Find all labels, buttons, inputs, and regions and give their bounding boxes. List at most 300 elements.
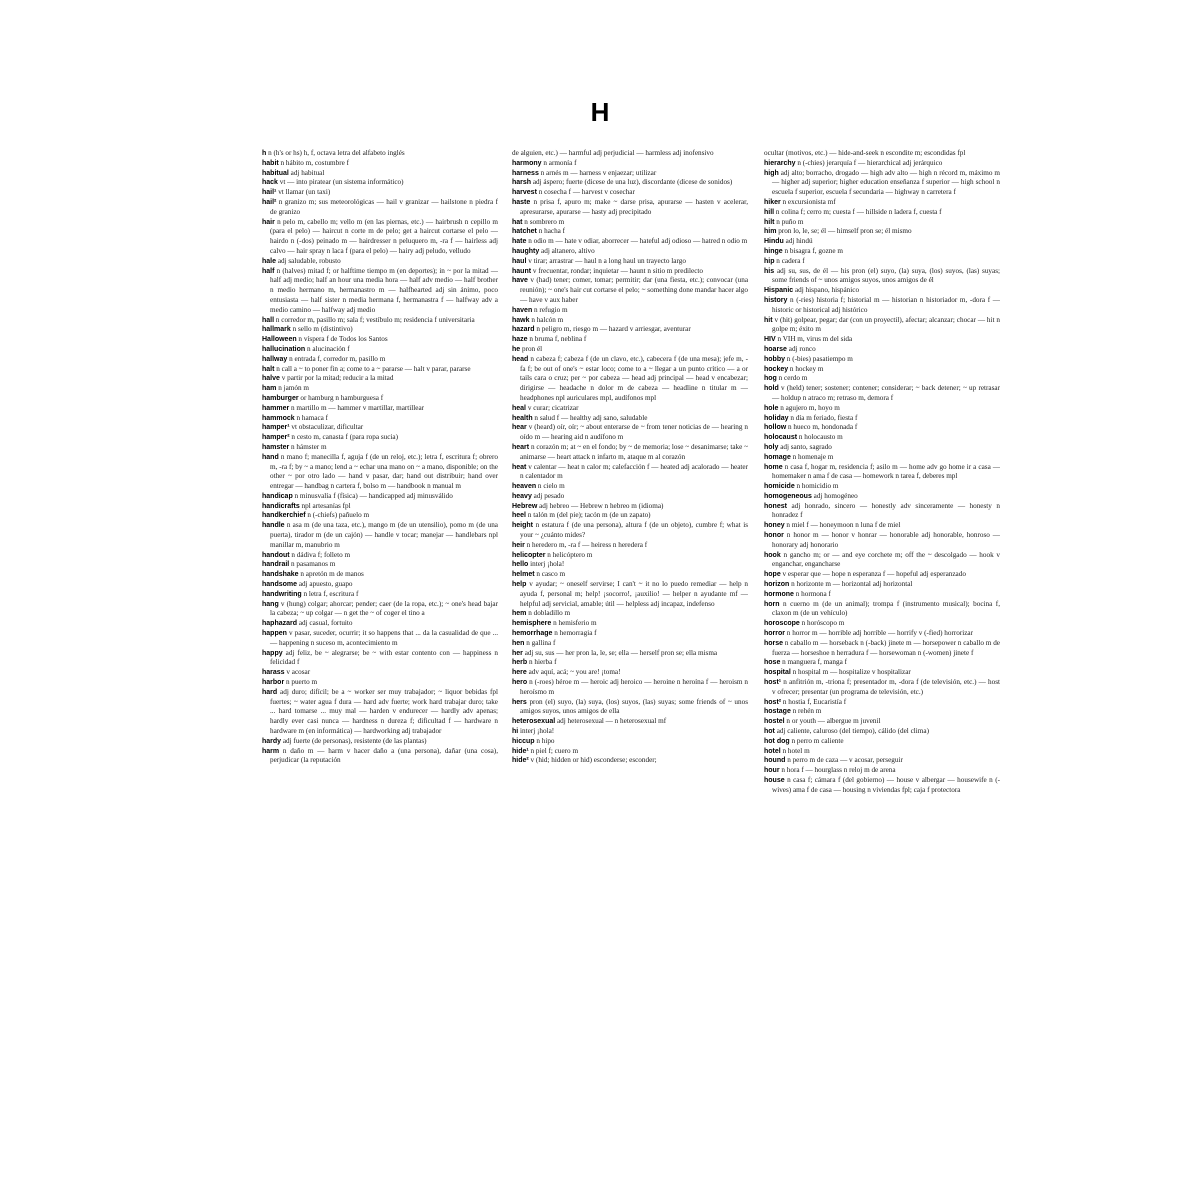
entry-definition: n cielo m — [537, 482, 565, 491]
entry-headword: hide¹ — [512, 747, 529, 755]
entry-definition: v ayudar; ~ oneself servirse; I can't ~ it no lo puedo remediar — help n ayuda f, personal m; help! ¡socorro!, ¡auxilio! — helper n ayudante mf — helpful adj servicial, amable; útil — helpless adj incapaz, indefenso — [520, 580, 748, 608]
entry-headword: handkerchief — [262, 512, 306, 520]
entry-definition: n helicóptero m — [547, 550, 593, 559]
entry-headword: hallway — [262, 355, 288, 363]
dictionary-entry — [764, 169, 1000, 198]
entry-headword: HIV — [764, 336, 776, 344]
entry-definition: n jamón m — [278, 384, 309, 393]
entry-definition: adj pesado — [533, 491, 565, 500]
entry-headword: happy — [262, 649, 283, 657]
dictionary-entry — [512, 178, 748, 188]
entry-definition: n call a ~ to poner fin a; come to a ~ pararse — halt v parar, pararse — [276, 364, 471, 373]
dictionary-entry — [512, 727, 748, 737]
entry-definition: n casa f; cámara f (del gobierno) — house v albergar — housewife n (-wives) ama f de casa — housing n viviendas fpl; caja f protectora — [772, 776, 1000, 794]
entry-definition: n alucinación f — [306, 344, 350, 353]
entry-definition: n casa f, hogar m, residencia f; asilo m — home adv go home ir a casa — homemaker n ama f de casa — homework n tarea f, deberes mpl — [772, 462, 1000, 481]
entry-definition: v (held) tener; sostener; contener; considerar; ~ back detener; ~ up retrasar — holdup n atraco m; retraso m, demora f — [772, 384, 1000, 402]
dictionary-entry — [512, 521, 748, 541]
dictionary-entry — [512, 276, 748, 305]
entry-definition: n hamaca f — [296, 413, 329, 422]
entry-definition: adj ronco — [788, 344, 816, 353]
entry-headword: hobby — [764, 355, 785, 363]
entry-headword: hail¹ — [262, 189, 277, 197]
dictionary-entry — [262, 169, 498, 179]
entry-headword: halt — [262, 365, 275, 373]
entry-definition: n minusvalía f (física) — handicapped adj minusválido — [294, 491, 453, 500]
entry-headword: hole — [764, 404, 779, 412]
dictionary-entry — [764, 776, 1000, 796]
entry-definition: n halcón m — [531, 315, 564, 324]
entry-definition: n cerdo m — [778, 374, 808, 383]
entry-headword: Hebrew — [512, 502, 538, 510]
entry-definition: n VIH m, virus m del sida — [777, 335, 853, 344]
entry-definition: n or youth — albergue m juvenil — [786, 717, 881, 726]
entry-definition: adj santo, sagrado — [780, 442, 832, 451]
dictionary-entry — [262, 492, 498, 502]
entry-definition: n cosecha f — harvest v cosechar — [538, 188, 635, 197]
entry-headword: hope — [764, 571, 781, 579]
entry-headword: hear — [512, 424, 527, 432]
entry-headword: halve — [262, 375, 280, 383]
entry-headword: hair — [262, 218, 275, 226]
dictionary-entry — [764, 678, 1000, 698]
dictionary-entry — [262, 502, 498, 512]
dictionary-entry — [764, 570, 1000, 580]
dictionary-entry — [764, 316, 1000, 336]
entry-definition: pron lo, le, se; él — himself pron se; él mismo — [778, 227, 912, 236]
entry-headword: horse — [764, 639, 784, 647]
dictionary-entry — [764, 590, 1000, 600]
entry-headword: hamper² — [262, 434, 290, 442]
entry-definition: v partir por la mitad; reducir a la mitad — [281, 374, 394, 383]
entry-definition: n martillo m — hammer v martillar, martillear — [291, 403, 425, 412]
entry-headword: heal — [512, 404, 527, 412]
entry-headword: hate — [512, 238, 527, 246]
dictionary-entry — [764, 355, 1000, 365]
dictionary-entry — [512, 482, 748, 492]
dictionary-entry — [764, 267, 1000, 287]
entry-headword: hawk — [512, 316, 530, 324]
entry-definition: n prisa f, apuro m; make ~ darse prisa, apurarse — hasten v acelerar, apresurarse, apurarse — hasty adj precipitado — [520, 197, 748, 216]
entry-headword: hang — [262, 600, 279, 608]
entry-headword: hostage — [764, 708, 791, 716]
dictionary-entry — [764, 482, 1000, 492]
entry-headword: habitual — [262, 169, 289, 177]
entry-headword: hat — [512, 218, 523, 226]
entry-headword: hamburger — [262, 394, 299, 402]
dictionary-entry — [512, 619, 748, 629]
dictionary-entry — [764, 737, 1000, 747]
entry-headword: Hindu — [764, 238, 784, 246]
entry-headword: heaven — [512, 483, 537, 491]
dictionary-entry — [262, 316, 498, 326]
dictionary-entry — [512, 560, 748, 570]
dictionary-entry — [512, 747, 748, 757]
entry-headword: handicrafts — [262, 502, 300, 510]
entry-headword: handwriting — [262, 590, 302, 598]
dictionary-entry — [764, 218, 1000, 228]
dictionary-entry — [262, 560, 498, 570]
entry-headword: horn — [764, 600, 780, 608]
dictionary-entry — [764, 433, 1000, 443]
dictionary-entry — [262, 414, 498, 424]
dictionary-entry — [764, 619, 1000, 629]
entry-headword: haphazard — [262, 620, 298, 628]
entry-definition: n corazón m; at ~ en el fondo; by ~ de memoria; lose ~ desanimarse; take ~ animarse — heart attack n infarto m, ataque m al corazón — [520, 442, 748, 461]
dictionary-entry — [262, 198, 498, 218]
entry-headword: harass — [262, 669, 285, 677]
dictionary-entry — [764, 453, 1000, 463]
entry-headword: hammock — [262, 414, 295, 422]
entry-headword: hold — [764, 385, 779, 393]
dictionary-entry — [262, 688, 498, 737]
dictionary-entry — [512, 609, 748, 619]
entry-headword: hack — [262, 179, 278, 187]
entry-headword: hide² — [512, 757, 529, 765]
dictionary-entry — [512, 404, 748, 414]
dictionary-entry — [262, 443, 498, 453]
entry-definition: n hormona f — [795, 589, 831, 598]
entry-headword: hard — [262, 688, 278, 696]
dictionary-entry — [262, 619, 498, 629]
entry-definition: v curar; cicatrizar — [527, 403, 579, 412]
entry-definition: n armonía f — [543, 158, 577, 167]
entry-headword: hardy — [262, 737, 282, 745]
entry-headword: hook — [764, 551, 781, 559]
entry-headword: homage — [764, 453, 791, 461]
entry-headword: hallmark — [262, 326, 291, 334]
entry-definition: n holocausto m — [798, 433, 843, 442]
entry-definition: n peligro m, riesgo m — hazard v arriesgar, aventurar — [536, 325, 691, 334]
entry-definition: adj altanero, altivo — [541, 246, 595, 255]
entry-definition: n (-roes) héroe m — heroic adj heroico — heroine n heroína f — heroism n heroísmo m — [520, 678, 748, 696]
dictionary-entry — [512, 639, 748, 649]
dictionary-entry — [512, 218, 748, 228]
entry-definition: n (h's or hs) h, f, octava letra del alfabeto inglés — [268, 149, 405, 157]
dictionary-entry — [764, 463, 1000, 483]
entry-headword: him — [764, 228, 777, 236]
entry-headword: hostel — [764, 718, 785, 726]
entry-headword: house — [764, 777, 785, 784]
entry-definition: adj hebreo — Hebrew n hebreo m (idioma) — [539, 501, 664, 510]
dictionary-entry — [764, 600, 1000, 620]
entry-definition: v (had) tener; comer, tomar; permitir; dar (una fiesta, etc.); convocar (una reunión); ~ one's hair cut cortarse el pelo; ~ something done mandar hacer algo — have v aux haber — [520, 276, 748, 304]
entry-definition: n granizo m; sus meteorológicas — hail v granizar — hailstone n piedra f de granizo — [270, 197, 498, 216]
dictionary-entry — [764, 198, 1000, 208]
entry-headword: handout — [262, 551, 290, 559]
entry-headword: harmony — [512, 159, 542, 167]
entry-headword: honor — [764, 532, 784, 540]
entry-definition: adj heterosexual — n heterosexual mf — [556, 717, 667, 726]
entry-definition: n bisagra f, gozne m — [784, 246, 843, 255]
entry-headword: hemorrhage — [512, 630, 553, 638]
dictionary-entry — [262, 678, 498, 688]
dictionary-entry — [262, 551, 498, 561]
dictionary-entry — [262, 188, 498, 198]
entry-definition: adj feliz, be ~ alegrarse; be ~ with estar contento con — happiness n felicidad f — [270, 648, 498, 667]
entry-headword: hemisphere — [512, 620, 552, 628]
entry-definition: n (-chiefs) pañuelo m — [307, 511, 370, 520]
dictionary-entry — [512, 423, 748, 443]
dictionary-entry — [764, 227, 1000, 237]
entry-headword: heterosexual — [512, 718, 556, 726]
entry-headword: hen — [512, 639, 525, 647]
entry-definition: n hockey m — [789, 364, 824, 373]
entry-definition: npl artesanías fpl — [301, 501, 351, 510]
dictionary-entry — [512, 629, 748, 639]
dictionary-entry — [512, 756, 748, 766]
entry-definition: v (hid; hidden or hid) esconderse; esconder; — [530, 756, 657, 765]
entry-headword: hip — [764, 257, 775, 265]
entry-definition: n asa m (de una taza, etc.), mango m (de un utensilio), pomo m (de una puerta), tirador m (de un cajón) — handle v tocar; manejar — handlebars npl manillar m, manubrio m — [270, 521, 498, 549]
entry-headword: her — [512, 649, 523, 657]
entry-headword: hello — [512, 561, 529, 569]
entry-headword: hot — [764, 728, 775, 736]
entry-headword: hero — [512, 679, 528, 687]
dictionary-entry — [262, 521, 498, 550]
entry-definition: n caballo m — horseback n (-back) jinete m — horsepower n caballo m de fuerza — horseshoe n herradura f — horsewoman n (-women) jinete f — [772, 638, 1000, 657]
entry-headword: haze — [512, 336, 528, 344]
dictionary-entry — [512, 247, 748, 257]
entry-definition: adj caliente, caluroso (del tiempo), cálido (del clima) — [776, 727, 929, 736]
entry-headword: hem — [512, 610, 527, 618]
dictionary-entry — [512, 580, 748, 609]
dictionary-entry — [764, 414, 1000, 424]
dictionary-entry — [512, 237, 748, 247]
dictionary-entry — [262, 149, 498, 159]
entry-definition: n dobladillo m — [528, 609, 571, 618]
entry-definition: n anfitrión m, -triona f; presentador m, -dora f (de televisión, etc.) — host v ofrecer; presentar (un programa de televisión, etc.) — [772, 678, 1000, 696]
entry-headword: hormone — [764, 590, 794, 598]
entry-headword: hot dog — [764, 737, 790, 745]
entry-definition: vt — into piratear (un sistema informático) — [279, 178, 404, 187]
entry-definition: n cabeza f; cabeza f (de un clavo, etc.), cabecera f (de una mesa); jefe m, -fa f; be out of one's ~ estar loco; come to a ~ llegar a un punto crítico — a or tails cara o cruz; per ~ por cabeza — head adj principal — head v encabezar; dirigirse — headache n dolor m de cabeza — headline n titular m — headphones npl auriculares mpl, audífonos mpl — [520, 354, 748, 402]
dictionary-entry — [512, 649, 748, 659]
entry-definition: v tirar; arrastrar — haul n a long haul un trayecto largo — [528, 256, 686, 265]
dictionary-entry — [512, 198, 748, 218]
entry-headword: health — [512, 414, 533, 422]
entry-headword: he — [512, 345, 521, 353]
entry-definition: n apretón m de manos — [300, 570, 364, 579]
dictionary-entry — [764, 149, 1000, 159]
entry-headword: heir — [512, 541, 525, 549]
entry-definition: adj homogéneo — [813, 491, 858, 500]
entry-definition: n víspera f de Todos los Santos — [298, 335, 388, 344]
entry-headword: handsome — [262, 581, 298, 589]
entry-definition: adj fuerte (de personas), resistente (de las plantas) — [282, 736, 427, 745]
entry-definition: n hemisferio m — [553, 619, 597, 628]
entry-headword: half — [262, 267, 275, 275]
entry-headword: handrail — [262, 561, 290, 569]
dictionary-entry — [262, 511, 498, 521]
entry-definition: adj hindú — [785, 237, 813, 246]
dictionary-entry — [262, 159, 498, 169]
entry-headword: horror — [764, 630, 785, 638]
entry-definition: n piel f; cuero m — [530, 746, 579, 755]
dictionary-entry — [764, 639, 1000, 659]
entry-definition: n rehén m — [792, 707, 822, 716]
entry-definition: n puerto m — [285, 678, 318, 687]
entry-definition: n excursionista mf — [782, 197, 836, 206]
dictionary-entry — [764, 531, 1000, 551]
dictionary-entry — [262, 423, 498, 433]
entry-definition: n pelo m, cabello m; vello m (en las piernas, etc.) — hairbrush n cepillo m (para el pelo) — haircut n corte m de pelo; get a haircut cortarse el pelo — hairdo n (-dos) peinado m — hairdresser n peluquero m, -ra f — hairless adj calvo — hair spray n laca f (para el pelo) — hairy adj peludo, velludo — [270, 217, 498, 255]
entry-definition: n mano f; manecilla f, aguja f (de un reloj, etc.); letra f, escritura f; obrero m, -ra f; by ~ a mano; lend a ~ echar una mano on ~ a mano, disponible; on the other ~ por otro lado — hand v pasar, dar; hand out distribuir; hand over entregar — handbag n cartera f, bolso m — handbook n manual m — [270, 452, 498, 491]
dictionary-entry — [262, 433, 498, 443]
entry-headword: honey — [764, 522, 785, 530]
dictionary-entry — [764, 756, 1000, 766]
dictionary-entry — [764, 707, 1000, 717]
dictionary-entry — [512, 463, 748, 483]
dictionary-entry — [764, 502, 1000, 522]
entry-definition: n hospital m — hospitalize v hospitalizar — [792, 668, 911, 677]
dictionary-entry — [512, 414, 748, 424]
dictionary-entry — [764, 580, 1000, 590]
page-title-letter: H — [590, 97, 610, 127]
entry-definition: v (hung) colgar; ahorcar; pender; caer (de la ropa, etc.); ~ one's head bajar la cabeza; ~ up colgar — n get the ~ of coger el tino a — [270, 599, 498, 618]
entry-definition: adj su, sus, de él — his pron (el) suyo, (la) suya, (los) suyos, (las) suyas; some friends of ~ unos amigos suyos, unos amigos de él — [772, 266, 1000, 285]
dictionary-entry — [764, 747, 1000, 757]
entry-definition: n (-chies) jerarquía f — hierarchical adj jerárquico — [797, 158, 943, 167]
dictionary-entry — [262, 394, 498, 404]
entry-definition: ocultar (motivos, etc.) — hide-and-seek n escondite m; escondidas fpl — [764, 149, 966, 157]
entry-headword: hour — [764, 767, 780, 775]
entry-headword: holiday — [764, 414, 789, 422]
dictionary-column-2 — [512, 149, 748, 1039]
entry-headword: have — [512, 277, 528, 285]
entry-definition: n pasamanos m — [291, 560, 336, 569]
entry-headword: handle — [262, 522, 285, 530]
entry-definition: n puño m — [776, 217, 804, 226]
dictionary-entry — [764, 717, 1000, 727]
entry-definition: n (-bies) pasatiempo m — [786, 354, 853, 363]
dictionary-entry — [262, 335, 498, 345]
entry-headword: horizon — [764, 581, 790, 589]
dictionary-entry — [262, 345, 498, 355]
entry-headword: hale — [262, 257, 277, 265]
dictionary-entry — [262, 218, 498, 257]
entry-definition: n horizonte m — horizontal adj horizontal — [791, 580, 913, 589]
entry-headword: ham — [262, 385, 277, 393]
entry-definition: de alguien, etc.) — harmful adj perjudicial — harmless adj inofensivo — [512, 149, 714, 157]
dictionary-entry — [512, 502, 748, 512]
entry-definition: n horror m — horrible adj horrible — horrify v (-fied) horrorizar — [786, 629, 974, 638]
entry-definition: n honor m — honor v honrar — honorable adj honorable, honroso — honorary adj honorario — [772, 531, 1000, 549]
entry-headword: hoarse — [764, 345, 787, 353]
entry-definition: adj hispano, hispánico — [794, 286, 860, 295]
entry-definition: n cesto m, canasta f (para ropa sucia) — [291, 433, 398, 442]
entry-definition: n gallina f — [526, 638, 556, 647]
dictionary-entry — [512, 267, 748, 277]
entry-definition: adj casual, fortuito — [298, 619, 353, 628]
dictionary-entry — [262, 453, 498, 492]
entry-definition: v frecuentar, rondar; inquietar — haunt n sitio m predilecto — [532, 266, 704, 275]
entry-definition: n bruma f, neblina f — [529, 335, 587, 344]
entry-headword: host² — [764, 698, 782, 706]
entry-headword: habit — [262, 159, 279, 167]
entry-headword: haughty — [512, 247, 540, 255]
dictionary-entry — [262, 649, 498, 669]
entry-headword: hose — [764, 659, 781, 667]
dictionary-entry — [512, 511, 748, 521]
dictionary-entry — [262, 404, 498, 414]
entry-headword: harbor — [262, 679, 285, 687]
entry-definition: v (hit) golpear, pegar; dar (con un proyectil), afectar; alcanzar; chocar — hit n golpe m; éxito m — [772, 315, 1000, 334]
entry-definition: pron (el) suyo, (la) suya, (los) suyos, (las) suyas; some friends of ~ unos amigos suyos, unos amigos de ella — [520, 697, 748, 716]
entry-headword: holocaust — [764, 434, 798, 442]
entry-definition: n manguera f, manga f — [782, 658, 848, 667]
entry-headword: hospital — [764, 669, 791, 677]
entry-definition: n colina f; cerro m; cuesta f — hillside n ladera f, cuesta f — [775, 207, 942, 216]
entry-definition: n (-ries) historia f; historial m — historian n historiador m, -dora f — historic or historical adj histórico — [772, 295, 1000, 314]
dictionary-entry — [512, 668, 748, 678]
dictionary-entry — [512, 717, 748, 727]
entry-headword: hamper¹ — [262, 424, 290, 432]
entry-headword: hierarchy — [764, 159, 796, 167]
entry-definition: adj honrado, sincero — honestly adv sinceramente — honesty n honradez f — [772, 501, 1000, 520]
entry-headword: hand — [262, 453, 279, 461]
entry-definition: v esperar que — hope n esperanza f — hopeful adj esperanzado — [782, 570, 966, 579]
entry-headword: homogeneous — [764, 492, 812, 500]
entry-definition: n perro m de caza — v acosar, perseguir — [787, 756, 903, 765]
dictionary-entry — [262, 267, 498, 316]
dictionary-entry — [262, 374, 498, 384]
entry-headword: helmet — [512, 571, 535, 579]
entry-headword: hill — [764, 208, 775, 216]
dictionary-entry — [262, 355, 498, 365]
entry-headword: height — [512, 522, 533, 530]
dictionary-entry — [512, 551, 748, 561]
entry-headword: hamster — [262, 443, 290, 451]
dictionary-entry — [764, 404, 1000, 414]
entry-definition: n cuerno m (de un animal); trompa f (instrumento musical); bocina f, claxon m (de un vehículo) — [772, 599, 1000, 618]
entry-headword: hers — [512, 698, 527, 706]
entry-headword: heart — [512, 443, 530, 451]
dictionary-entry — [512, 227, 748, 237]
entry-definition: n gancho m; or — and eye corchete m; off the ~ descolgado — hook v enganchar, engancharse — [772, 550, 1000, 569]
entry-headword: heat — [512, 463, 527, 471]
dictionary-entry — [764, 551, 1000, 571]
entry-definition: n homicidio m — [796, 482, 839, 491]
dictionary-entry — [512, 257, 748, 267]
entry-definition: n sello m (distintivo) — [292, 325, 353, 334]
entry-definition: n letra f, escritura f — [303, 589, 359, 598]
entry-definition: v (heard) oír, oír; ~ about enterarse de ~ from tener noticias de — hearing n oído m — hearing aid n audífono m — [520, 423, 748, 442]
dictionary-entry — [512, 443, 748, 463]
entry-definition: adj áspero; fuerte (dicese de una luz), discordante (dicese de sonidos) — [532, 178, 733, 187]
dictionary-entry — [764, 345, 1000, 355]
dictionary-entry — [512, 678, 748, 698]
entry-headword: hockey — [764, 365, 789, 373]
entry-headword: hiker — [764, 198, 781, 206]
dictionary-entry — [764, 257, 1000, 267]
entry-headword: hi — [512, 728, 519, 736]
entry-definition: n hacha f — [538, 227, 566, 236]
dictionary-entry — [764, 365, 1000, 375]
entry-headword: harsh — [512, 179, 532, 187]
dictionary-entry — [262, 590, 498, 600]
entry-definition: n refugio m — [534, 305, 568, 314]
entry-headword: holy — [764, 443, 779, 451]
entry-definition: n daño m — harm v hacer daño a (una persona), dañar (una cosa), perjudicar (la reputación — [270, 746, 498, 765]
entry-headword: haunt — [512, 267, 532, 275]
entry-definition: n hemorragia f — [554, 629, 597, 638]
entry-headword: high — [764, 169, 779, 177]
entry-definition: n hipo — [536, 736, 555, 745]
dictionary-entry — [764, 668, 1000, 678]
entry-definition: n (halves) mitad f; or halftime tiempo m (en deportes); in ~ por la mitad — half adj medio; half an hour una media hora — half adv medio — half brother n medio hermano m, hermanastro m — halfhearted adj sin ánimo, poco entusiasta — half sister n media hermana f, hermanastra f — halfway adv a medio camino — halfway adj medio — [270, 266, 498, 314]
entry-definition: adv aquí, acá; ~ you are! ¡toma! — [528, 668, 621, 677]
